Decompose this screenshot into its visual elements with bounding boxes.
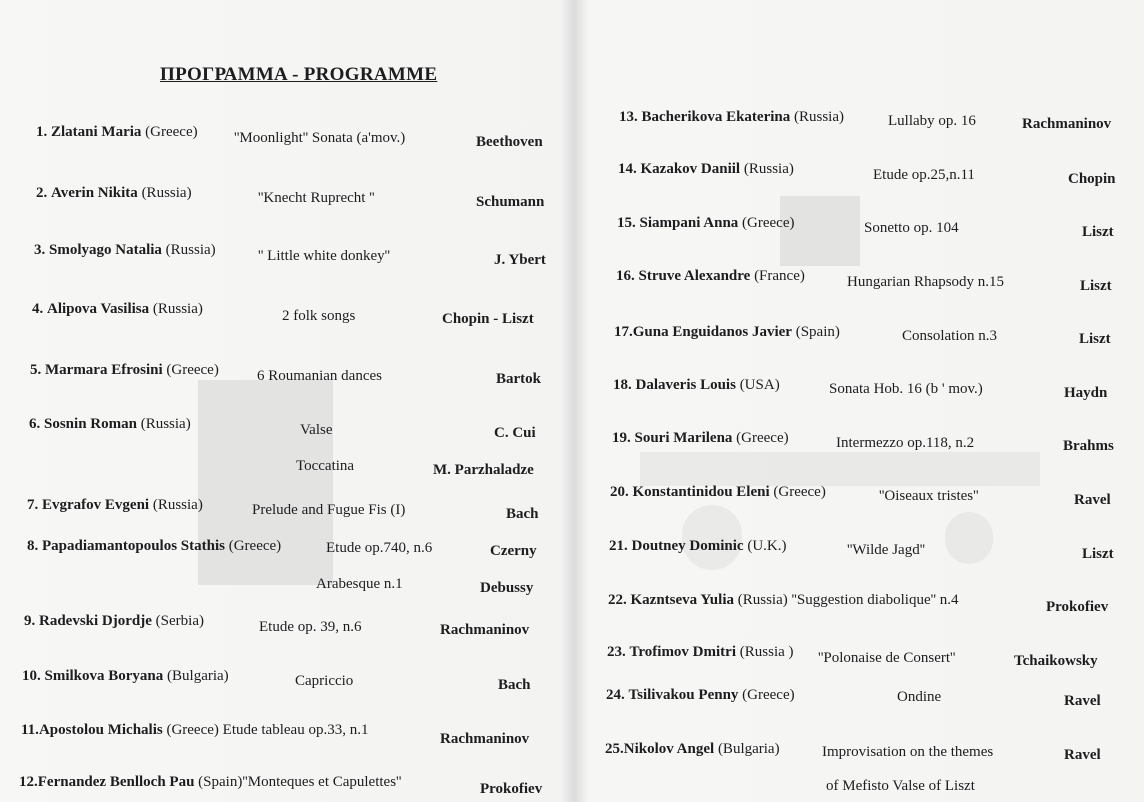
composer-name: Bartok bbox=[496, 371, 541, 387]
list-item: 8. Papadiamantopoulos Stathis (Greece) bbox=[27, 538, 282, 554]
list-item: 21. Doutney Dominic (U.K.) bbox=[609, 538, 787, 554]
piece-title: Arabesque n.1 bbox=[316, 576, 403, 592]
piece-title: ''Wilde Jagd'' bbox=[847, 542, 926, 558]
piece-title: Sonata Hob. 16 (b ' mov.) bbox=[829, 381, 983, 397]
list-item: 2. Averin Nikita (Russia) bbox=[36, 185, 192, 201]
piece-title: 2 folk songs bbox=[282, 308, 356, 324]
composer-name: Prokofiev bbox=[1046, 599, 1109, 615]
list-item: 22. Kazntseva Yulia (Russia) ''Suggestion diabolique'' n.4 bbox=[608, 592, 959, 608]
list-item: 13. Bacherikova Ekaterina (Russia) bbox=[619, 109, 844, 125]
piece-title: Lullaby op. 16 bbox=[888, 113, 976, 129]
piece-title: Capriccio bbox=[295, 673, 354, 689]
piece-title: Improvisation on the themes bbox=[822, 744, 994, 760]
composer-name: Ravel bbox=[1064, 747, 1101, 763]
piece-title: Sonetto op. 104 bbox=[864, 220, 959, 236]
list-item: 1. Zlatani Maria (Greece) bbox=[36, 124, 198, 140]
composer-name: C. Cui bbox=[494, 425, 536, 441]
piece-title: '' Little white donkey'' bbox=[258, 248, 391, 264]
piece-title: ''Oiseaux tristes'' bbox=[879, 488, 979, 504]
list-item: 15. Siampani Anna (Greece) bbox=[617, 215, 795, 231]
piece-title: ''Knecht Ruprecht '' bbox=[258, 190, 375, 206]
list-item: 18. Dalaveris Louis (USA) bbox=[613, 377, 780, 393]
composer-name: Rachmaninov bbox=[1022, 116, 1112, 132]
composer-name: Bach bbox=[506, 506, 539, 522]
list-item: 3. Smolyago Natalia (Russia) bbox=[34, 242, 216, 258]
list-item: 4. Alipova Vasilisa (Russia) bbox=[32, 301, 203, 317]
list-item: 5. Marmara Efrosini (Greece) bbox=[30, 362, 219, 378]
composer-name: M. Parzhaladze bbox=[433, 462, 534, 478]
composer-name: Liszt bbox=[1080, 278, 1112, 294]
composer-name: Tchaikowsky bbox=[1014, 653, 1098, 669]
piece-title: Etude op. 39, n.6 bbox=[259, 619, 362, 635]
list-item: 10. Smilkova Boryana (Bulgaria) bbox=[22, 668, 229, 684]
page-title: ΠΡΟΓΡΑΜΜΑ - PROGRAMME bbox=[160, 64, 438, 85]
piece-title: Valse bbox=[300, 422, 333, 438]
list-item: 20. Konstantinidou Eleni (Greece) bbox=[610, 484, 826, 500]
composer-name: Brahms bbox=[1063, 438, 1114, 454]
composer-name: Liszt bbox=[1082, 224, 1114, 240]
composer-name: Liszt bbox=[1082, 546, 1114, 562]
list-item: 9. Radevski Djordje (Serbia) bbox=[24, 613, 204, 629]
list-item: 14. Kazakov Daniil (Russia) bbox=[618, 161, 794, 177]
piece-title: Etude op.25,n.11 bbox=[873, 167, 975, 183]
piece-title: Etude op.740, n.6 bbox=[326, 540, 433, 556]
composer-name: Haydn bbox=[1064, 385, 1108, 401]
list-item: 12.Fernandez Benlloch Pau (Spain)''Monteques et Capulettes'' bbox=[19, 774, 402, 790]
list-item: 11.Apostolou Michalis (Greece) Etude tableau op.33, n.1 bbox=[21, 722, 369, 738]
piece-title: Hungarian Rhapsody n.15 bbox=[847, 274, 1005, 290]
list-item: 7. Evgrafov Evgeni (Russia) bbox=[27, 497, 203, 513]
piece-title: Ondine bbox=[897, 689, 942, 705]
list-item: 17.Guna Enguidanos Javier (Spain) bbox=[614, 324, 840, 340]
bleed-through-band bbox=[640, 452, 1040, 486]
list-item: 16. Struve Alexandre (France) bbox=[616, 268, 805, 284]
list-item: 6. Sosnin Roman (Russia) bbox=[29, 416, 191, 432]
composer-name: Ravel bbox=[1064, 693, 1101, 709]
bleed-through-logo bbox=[945, 512, 993, 564]
piece-title: Intermezzo op.118, n.2 bbox=[836, 435, 975, 451]
piece-title: of Mefisto Valse of Liszt bbox=[826, 778, 975, 794]
composer-name: Schumann bbox=[476, 194, 545, 210]
composer-name: Czerny bbox=[490, 543, 537, 559]
composer-name: Prokofiev bbox=[480, 781, 543, 797]
piece-title: ''Polonaise de Consert'' bbox=[818, 650, 956, 666]
list-item: 25.Nikolov Angel (Bulgaria) bbox=[605, 741, 780, 757]
piece-title: 6 Roumanian dances bbox=[257, 368, 382, 384]
composer-name: Rachmaninov bbox=[440, 731, 530, 747]
list-item: 24. Tsilivakou Penny (Greece) bbox=[606, 687, 795, 703]
piece-title: Prelude and Fugue Fis (I) bbox=[252, 502, 406, 518]
list-item: 19. Souri Marilena (Greece) bbox=[612, 430, 789, 446]
piece-title: ''Moonlight'' Sonata (a'mov.) bbox=[234, 130, 406, 146]
composer-name: Liszt bbox=[1079, 331, 1111, 347]
composer-name: Beethoven bbox=[476, 134, 543, 150]
composer-name: Debussy bbox=[480, 580, 534, 596]
composer-name: Rachmaninov bbox=[440, 622, 530, 638]
composer-name: Bach bbox=[498, 677, 531, 693]
composer-name: Chopin bbox=[1068, 171, 1116, 187]
composer-name: Ravel bbox=[1074, 492, 1111, 508]
list-item: 23. Trofimov Dmitri (Russia ) bbox=[607, 644, 794, 660]
composer-name: Chopin - Liszt bbox=[442, 311, 534, 327]
piece-title: Consolation n.3 bbox=[902, 328, 998, 344]
piece-title: Toccatina bbox=[296, 458, 355, 474]
composer-name: J. Ybert bbox=[494, 252, 546, 268]
